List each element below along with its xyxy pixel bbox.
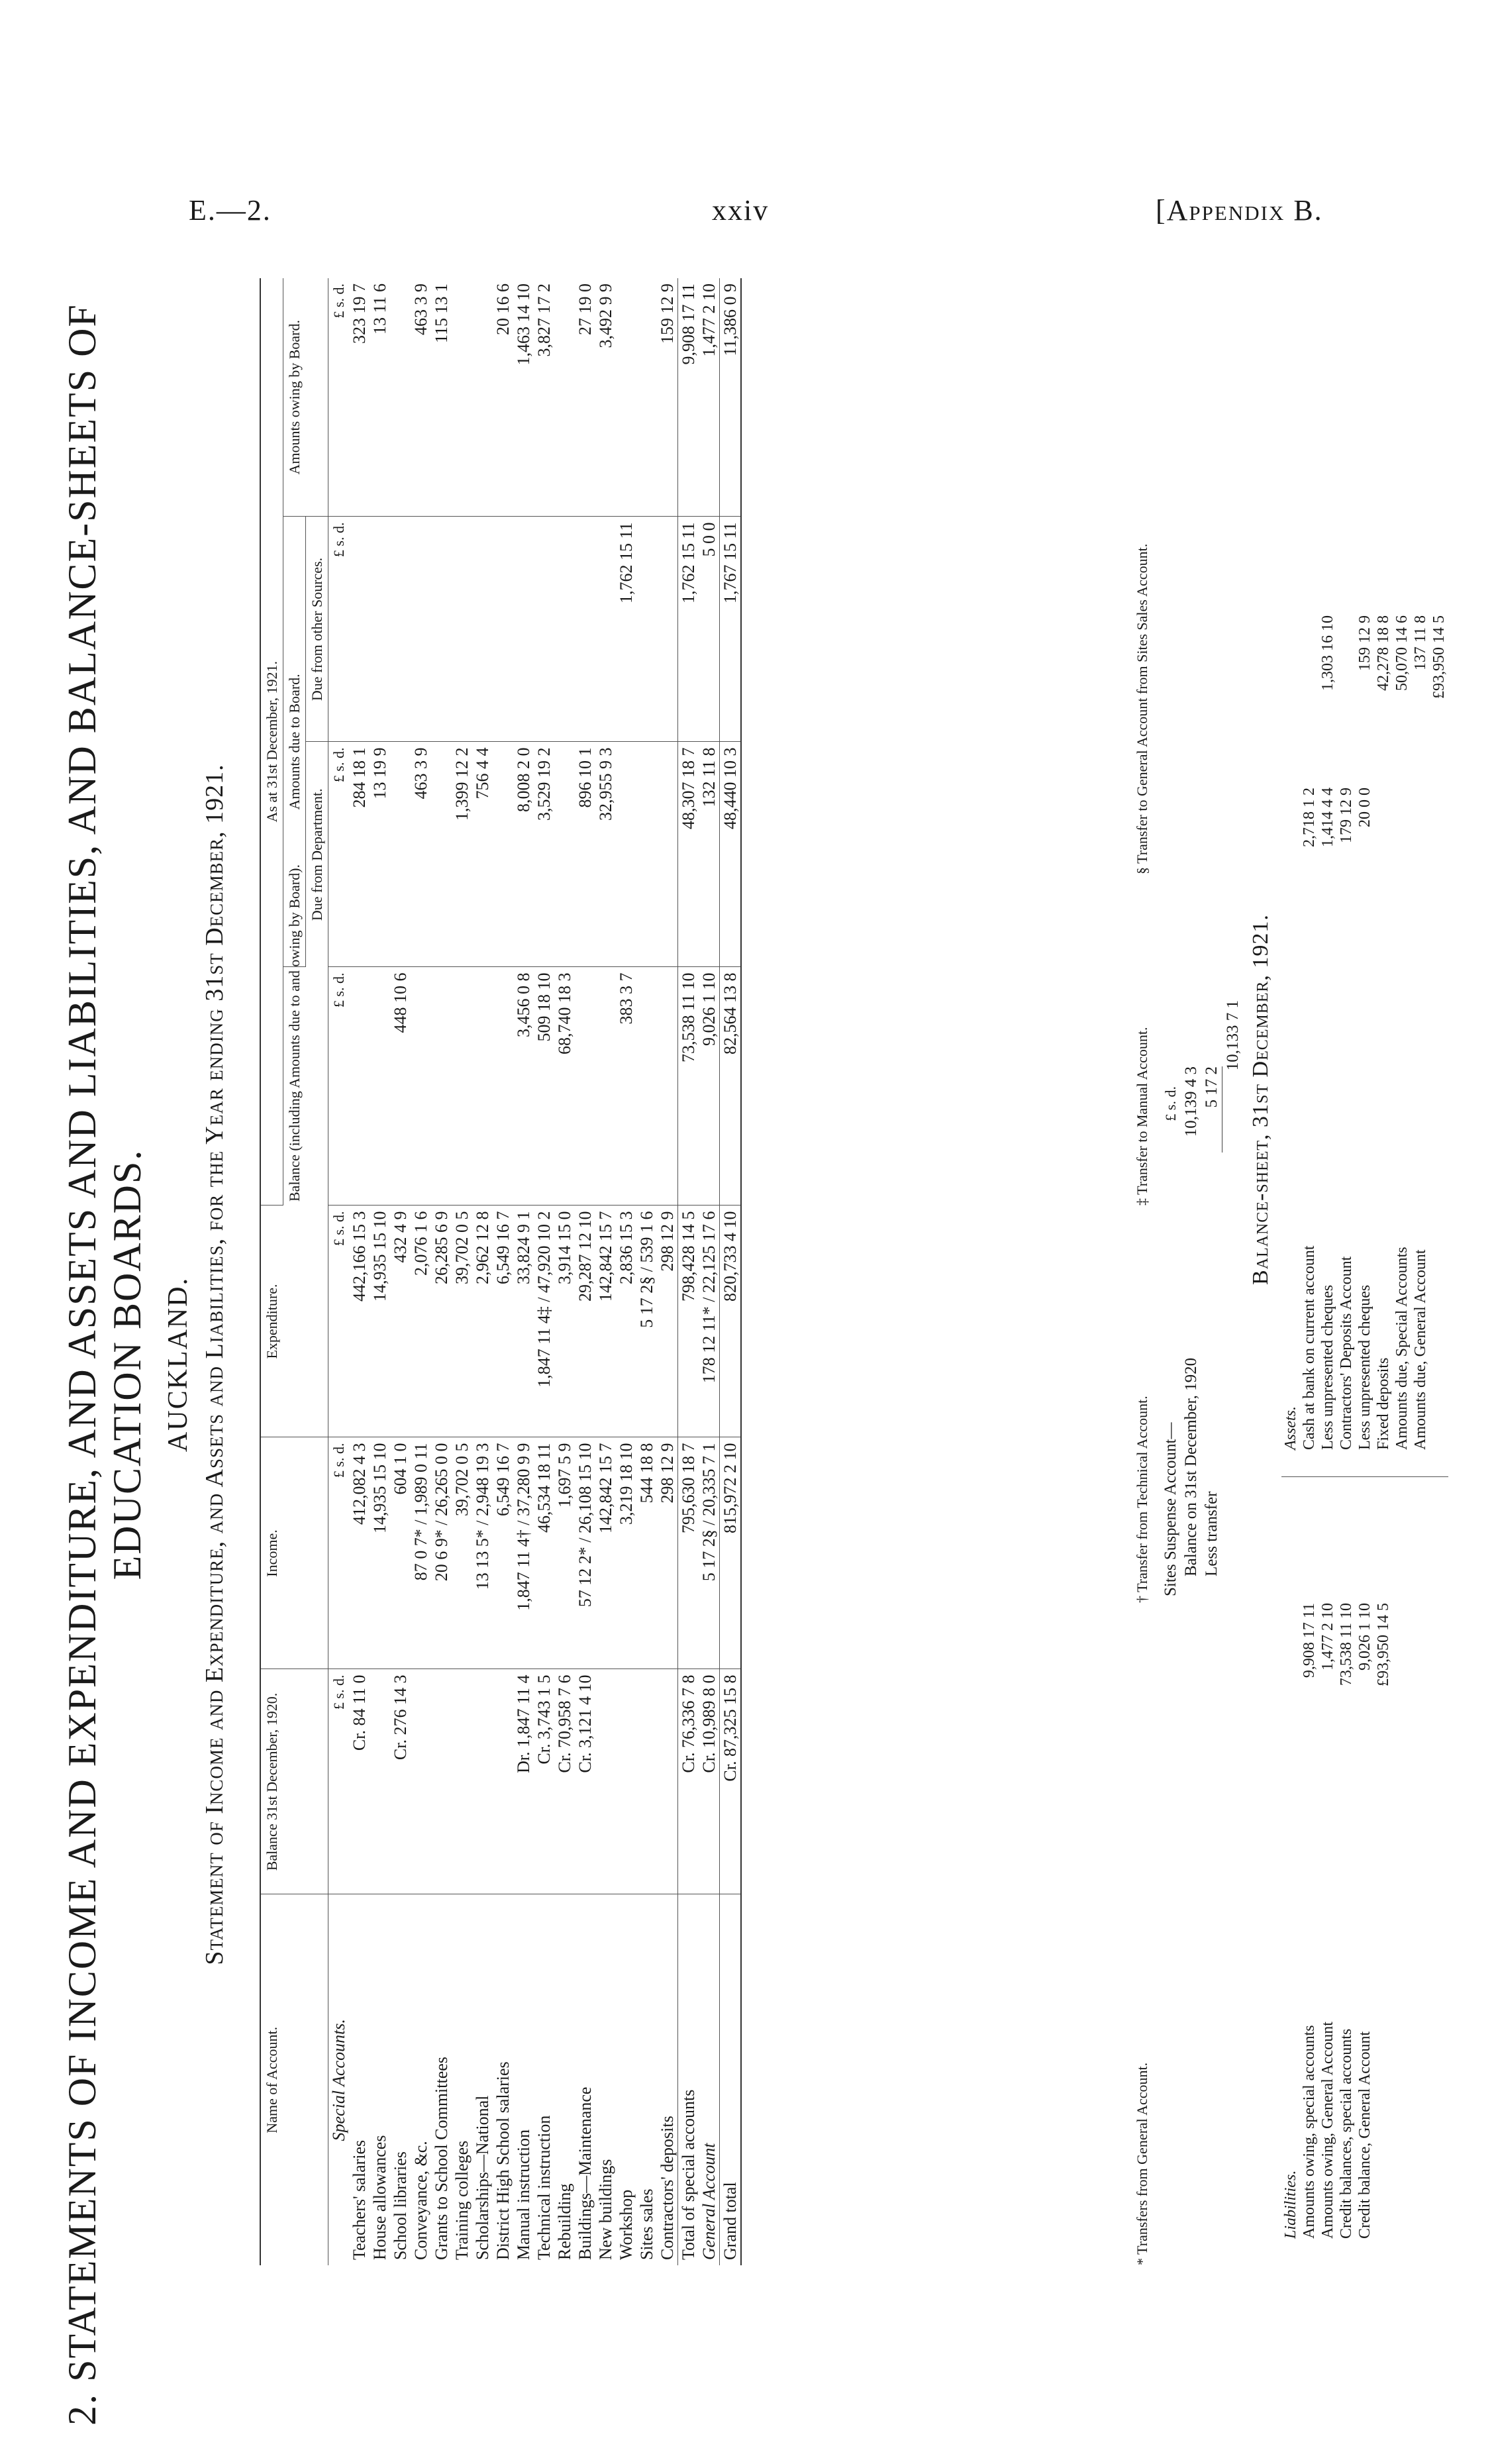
units-row: [328, 278, 350, 2265]
cell-inc: 5 17 2§ / 20,335 7 1: [699, 1437, 720, 1669]
cell-owe: 3,827 17 2: [534, 278, 554, 517]
statement-heading: Statement of Income and Expenditure, and Assets and Liabilities, for the Year ending 31st December, 1921.: [201, 764, 228, 1965]
cell-exp: 798,428 14 5: [678, 1206, 699, 1437]
col-income: Income.: [260, 1437, 328, 1669]
col-owing: Amounts owing by Board.: [283, 278, 328, 517]
cell-dept: 13 19 9: [370, 742, 390, 967]
cell-owe: 115 13 1: [431, 278, 452, 517]
cell-bal: [472, 1669, 493, 1894]
balance-sheet-title: Balance-sheet, 31st December, 1921.: [1248, 914, 1273, 1285]
sites-row-value: 5 17 2: [1201, 1066, 1222, 1153]
cell-other: [554, 517, 575, 742]
asset-label: Amounts due, General Account: [1412, 1249, 1429, 1450]
cell-bal: Cr. 3,121 4 10: [575, 1669, 595, 1894]
cell-other: 5 0 0: [699, 517, 720, 742]
cell-bal: [370, 1669, 390, 1894]
spacer: [1430, 788, 1448, 947]
cell-inc: 142,842 15 7: [595, 1437, 616, 1669]
cell-owe: [554, 278, 575, 517]
cell-owe: 27 19 0: [575, 278, 595, 517]
cell-name: Manual instruction: [514, 2129, 533, 2260]
cell-owe: 13 11 6: [370, 278, 390, 517]
cell-other: [370, 517, 390, 742]
main-title: 2. STATEMENTS OF INCOME AND EXPENDITURE, AND ASSETS AND LIABILITIES, AND BALANCE-SHEETS OF: [60, 303, 104, 2426]
asset-label: Fixed deposits: [1375, 1357, 1392, 1450]
cell-dept: 32,955 9 3: [595, 742, 616, 967]
table-row: [595, 278, 616, 2265]
cell-owe: 159 12 9: [657, 278, 678, 517]
units-cell: £ s. d.: [328, 1437, 350, 1669]
cell-inc: 20 6 9* / 26,265 0 0: [431, 1437, 452, 1669]
units-cell: £ s. d.: [328, 517, 350, 742]
balance-line: [1319, 1477, 1337, 2239]
cell-bal: [452, 1669, 472, 1894]
liability-value: 9,026 1 10: [1356, 1603, 1373, 1670]
cell-bal: Cr. 10,989 8 0: [699, 1669, 720, 1894]
asset-label: Contractors' Deposits Account: [1338, 1256, 1355, 1450]
cell-dept: 8,008 2 0: [513, 742, 534, 967]
cell-inc: 57 12 2* / 26,108 15 10: [575, 1437, 595, 1669]
liability-label: Credit balances, special accounts: [1338, 2028, 1355, 2239]
cell-owe: 1,477 2 10: [699, 278, 720, 517]
cell-name: Conveyance, &c.: [411, 2141, 430, 2260]
asset-value: [1374, 788, 1393, 947]
cell-owe: 9,908 17 11: [678, 278, 699, 517]
balance-sheet: [1281, 344, 1448, 2265]
cell-inc: 6,549 16 7: [493, 1437, 513, 1669]
cell-other: [390, 517, 411, 742]
asset-label: Less unpresented cheques: [1356, 1284, 1373, 1450]
cell-name: District High School salaries: [493, 2061, 513, 2260]
asset-value: 159 12 9: [1356, 615, 1373, 671]
table-row: [513, 278, 534, 2265]
col-expenditure: Expenditure.: [260, 1206, 328, 1437]
table-row: [452, 278, 472, 2265]
cell-dept: 896 10 1: [575, 742, 595, 967]
cell-name: Total of special accounts: [678, 1894, 699, 2265]
cell-exp: 26,285 6 9: [431, 1206, 452, 1437]
rotated-page: [26, 265, 1448, 2464]
cell-name: Workshop: [617, 2189, 636, 2260]
cell-b21: 3,456 0 8: [513, 967, 534, 1206]
cell-dept: 756 4 4: [472, 742, 493, 967]
footnote: § Transfer to General Account from Sites Sales Account.: [1134, 543, 1150, 874]
cell-exp: 29,287 12 10: [575, 1206, 595, 1437]
cell-exp: 2,962 12 8: [472, 1206, 493, 1437]
cell-inc: 3,219 18 10: [616, 1437, 636, 1669]
table-row: [349, 278, 370, 2265]
cell-inc: 815,972 2 10: [720, 1437, 742, 1669]
sites-row-label: Less transfer: [1203, 1491, 1220, 1576]
cell-dept: [493, 742, 513, 967]
board-name: AUCKLAND.: [163, 1276, 193, 1453]
table-row: [370, 278, 390, 2265]
asset-value: 1,414 4 4: [1319, 788, 1336, 847]
col-due-to-board: Amounts due to Board.: [283, 517, 306, 967]
cell-dept: [657, 742, 678, 967]
asset-value: 42,278 18 8: [1375, 615, 1392, 691]
assets-heading: Assets.: [1282, 1406, 1299, 1450]
balance-line: [1337, 390, 1356, 1450]
cell-inc: 46,534 18 11: [534, 1437, 554, 1669]
liability-label: Amounts owing, special accounts: [1301, 2025, 1318, 2239]
cell-name: School libraries: [391, 2151, 410, 2260]
cell-bal: [431, 1669, 452, 1894]
balance-line: [1356, 390, 1374, 1450]
units-cell: £ s. d.: [328, 742, 350, 967]
cell-b21: [493, 967, 513, 1206]
cell-exp: 2,836 15 3: [616, 1206, 636, 1437]
cell-other: [349, 517, 370, 742]
cell-b21: [411, 967, 431, 1206]
cell-exp: 2,076 1 6: [411, 1206, 431, 1437]
sites-suspense-account: [1160, 1000, 1243, 1596]
cell-b21: [472, 967, 493, 1206]
col-as-at: As at 31st December, 1921.: [260, 278, 283, 1206]
cell-dept: 284 18 1: [349, 742, 370, 967]
cell-name: House allowances: [370, 2135, 389, 2260]
table-row: [699, 278, 720, 2265]
appendix-label: [Appendix B.: [1156, 194, 1323, 227]
col-balance-1920: Balance 31st December, 1920.: [260, 1669, 328, 1894]
cell-other: [411, 517, 431, 742]
asset-value: [1411, 788, 1430, 947]
cell-name: Training colleges: [452, 2140, 472, 2260]
balance-line: [1300, 390, 1319, 1450]
income-expenditure-table: [260, 278, 742, 2265]
cell-owe: [616, 278, 636, 517]
cell-bal: Cr. 276 14 3: [390, 1669, 411, 1894]
col-name: Name of Account.: [260, 1894, 328, 2265]
cell-dept: 1,399 12 2: [452, 742, 472, 967]
cell-name: Sites sales: [637, 2188, 656, 2260]
cell-b21: 73,538 11 10: [678, 967, 699, 1206]
cell-bal: [616, 1669, 636, 1894]
sites-total: 10,133 7 1: [1224, 1000, 1242, 1071]
units-cell: £ s. d.: [328, 1206, 350, 1437]
cell-name: Scholarships—National: [473, 2095, 492, 2260]
cell-owe: [472, 278, 493, 517]
cell-bal: Cr. 76,336 7 8: [678, 1669, 699, 1894]
cell-dept: [636, 742, 657, 967]
cell-bal: Cr. 3,743 1 5: [534, 1669, 554, 1894]
section-label: Special Accounts.: [329, 2019, 348, 2141]
cell-owe: [390, 278, 411, 517]
sites-units: £ s. d.: [1162, 1086, 1179, 1121]
cell-name: Teachers' salaries: [350, 2139, 369, 2260]
cell-b21: 383 3 7: [616, 967, 636, 1206]
units-cell: £ s. d.: [328, 1669, 350, 1894]
asset-label: Cash at bank on current account: [1301, 1245, 1318, 1450]
cell-b21: 82,564 13 8: [720, 967, 742, 1206]
page-number: xxiv: [712, 194, 770, 227]
cell-owe: 11,386 0 9: [720, 278, 742, 517]
cell-bal: Cr. 87,325 15 8: [720, 1669, 742, 1894]
liability-label: Credit balance, General Account: [1356, 2031, 1373, 2239]
cell-exp: 6,549 16 7: [493, 1206, 513, 1437]
balance-line: [1430, 390, 1448, 1450]
grand-total-row: [720, 278, 742, 2265]
cell-dept: [390, 742, 411, 967]
footnote: † Transfer from Technical Account.: [1134, 1396, 1150, 1603]
cell-dept: [431, 742, 452, 967]
total-row: [678, 278, 699, 2265]
units-cell: £ s. d.: [328, 967, 350, 1206]
cell-b21: [595, 967, 616, 1206]
footnote: * Transfers from General Account.: [1134, 2062, 1150, 2265]
balance-line: [1411, 390, 1430, 1450]
cell-inc: 13 13 5* / 2,948 19 3: [472, 1437, 493, 1669]
table-row: [390, 278, 411, 2265]
cell-bal: [493, 1669, 513, 1894]
liability-value: 9,908 17 11: [1301, 1603, 1318, 1678]
table-row: [657, 278, 678, 2265]
cell-inc: 604 1 0: [390, 1437, 411, 1669]
cell-exp: 442,166 15 3: [349, 1206, 370, 1437]
cell-other: 1,762 15 11: [678, 517, 699, 742]
cell-name: Grants to School Committees: [432, 2057, 451, 2260]
spacer: [1430, 947, 1448, 1450]
cell-b21: [452, 967, 472, 1206]
cell-name: General Account: [699, 2143, 719, 2260]
cell-dept: 48,440 10 3: [720, 742, 742, 967]
asset-value: [1300, 615, 1319, 788]
cell-name: Grand total: [720, 1894, 742, 2265]
cell-exp: 820,733 4 10: [720, 1206, 742, 1437]
cell-other: [431, 517, 452, 742]
asset-value: [1337, 615, 1356, 788]
cell-owe: 3,492 9 9: [595, 278, 616, 517]
col-balance-1921: Balance (including Amounts due to and owing by Board).: [283, 967, 328, 1206]
cell-bal: Cr. 84 11 0: [349, 1669, 370, 1894]
liability-label: Amounts owing, General Account: [1319, 2022, 1336, 2239]
footnote: ‡ Transfer to Manual Account.: [1134, 1027, 1150, 1206]
cell-exp: 39,702 0 5: [452, 1206, 472, 1437]
spacer: [1374, 1775, 1393, 2239]
liability-value: 1,477 2 10: [1319, 1603, 1336, 1670]
asset-value: 20 0 0: [1356, 788, 1373, 827]
cell-owe: [452, 278, 472, 517]
cell-owe: 323 19 7: [349, 278, 370, 517]
cell-bal: [636, 1669, 657, 1894]
units-cell: £ s. d.: [328, 278, 350, 517]
cell-inc: 87 0 7* / 1,989 0 11: [411, 1437, 431, 1669]
cell-bal: [595, 1669, 616, 1894]
cell-inc: 39,702 0 5: [452, 1437, 472, 1669]
cell-other: [493, 517, 513, 742]
cell-owe: 463 3 9: [411, 278, 431, 517]
balance-line: [1281, 1477, 1300, 2239]
col-due-other: Due from other Sources.: [306, 517, 328, 742]
liabilities-total: £93,950 14 5: [1375, 1603, 1392, 1686]
cell-dept: [554, 742, 575, 967]
cell-inc: 1,697 5 9: [554, 1437, 575, 1669]
cell-exp: 14,935 15 10: [370, 1206, 390, 1437]
table-row: [472, 278, 493, 2265]
sites-row-label: Balance on 31st December, 1920: [1182, 1357, 1200, 1576]
cell-other: 1,767 15 11: [720, 517, 742, 742]
balance-line: [1374, 390, 1393, 1450]
table-row: [493, 278, 513, 2265]
cell-other: [595, 517, 616, 742]
cell-other: [452, 517, 472, 742]
balance-line: [1393, 390, 1411, 1450]
cell-b21: [370, 967, 390, 1206]
asset-label: Less unpresented cheques: [1319, 1284, 1336, 1450]
cell-owe: 1,463 14 10: [513, 278, 534, 517]
sites-title: Sites Suspense Account—: [1162, 1422, 1179, 1596]
cell-name: Buildings—Maintenance: [575, 2086, 595, 2260]
cell-other: [657, 517, 678, 742]
balance-line: [1319, 390, 1337, 1450]
cell-dept: 3,529 19 2: [534, 742, 554, 967]
cell-exp: 142,842 15 7: [595, 1206, 616, 1437]
cell-other: 1,762 15 11: [616, 517, 636, 742]
asset-value: 137 11 8: [1412, 615, 1429, 671]
sites-row-value: 10,139 4 3: [1182, 1066, 1200, 1137]
cell-other: [534, 517, 554, 742]
cell-dept: 48,307 18 7: [678, 742, 699, 967]
cell-dept: 132 11 8: [699, 742, 720, 967]
cell-inc: 412,082 4 3: [349, 1437, 370, 1669]
cell-bal: Dr. 1,847 11 4: [513, 1669, 534, 1894]
asset-value: 2,718 1 2: [1301, 788, 1318, 847]
cell-bal: [411, 1669, 431, 1894]
balance-line: [1281, 390, 1300, 1450]
cell-exp: 432 4 9: [390, 1206, 411, 1437]
cell-b21: [636, 967, 657, 1206]
liabilities-heading: Liabilities.: [1282, 2170, 1299, 2239]
cell-b21: 9,026 1 10: [699, 967, 720, 1206]
table-body: [328, 278, 742, 2265]
table-row: [616, 278, 636, 2265]
cell-name: Rebuilding: [555, 2183, 574, 2260]
cell-b21: [657, 967, 678, 1206]
cell-bal: [657, 1669, 678, 1894]
cell-exp: 298 12 9: [657, 1206, 678, 1437]
cell-other: [575, 517, 595, 742]
cell-exp: 1,847 11 4‡ / 47,920 10 2: [534, 1206, 554, 1437]
cell-name: Technical instruction: [534, 2115, 554, 2260]
cell-other: [636, 517, 657, 742]
balance-line: [1300, 1477, 1319, 2239]
cell-owe: [636, 278, 657, 517]
page-code: E.—2.: [189, 194, 272, 227]
cell-b21: 509 18 10: [534, 967, 554, 1206]
asset-value: [1393, 788, 1411, 947]
asset-value: 50,070 14 6: [1393, 615, 1411, 691]
assets-total: £93,950 14 5: [1430, 615, 1448, 699]
cell-b21: [349, 967, 370, 1206]
cell-name: Contractors' deposits: [658, 2116, 677, 2260]
cell-bal: Cr. 70,958 7 6: [554, 1669, 575, 1894]
cell-exp: 178 12 11* / 22,125 17 6: [699, 1206, 720, 1437]
liability-value: 73,538 11 10: [1338, 1603, 1355, 1686]
asset-value: 179 12 9: [1338, 788, 1355, 843]
cell-owe: 20 16 6: [493, 278, 513, 517]
liabilities-column: [1281, 1477, 1448, 2265]
balance-line: [1337, 1477, 1356, 2239]
cell-other: [472, 517, 493, 742]
asset-value: 1,303 16 10: [1319, 615, 1336, 691]
table-row: [636, 278, 657, 2265]
cell-b21: [575, 967, 595, 1206]
col-due-dept: Due from Department.: [306, 742, 328, 967]
cell-b21: 448 10 6: [390, 967, 411, 1206]
cell-inc: 1,847 11 4† / 37,280 9 9: [513, 1437, 534, 1669]
table-row: [431, 278, 452, 2265]
table-row: [575, 278, 595, 2265]
cell-inc: 544 18 8: [636, 1437, 657, 1669]
cell-dept: [616, 742, 636, 967]
table-row: [554, 278, 575, 2265]
cell-exp: 33,824 9 1: [513, 1206, 534, 1437]
cell-name: New buildings: [596, 2159, 615, 2260]
cell-other: [513, 517, 534, 742]
table-row: [411, 278, 431, 2265]
cell-b21: 68,740 18 3: [554, 967, 575, 1206]
assets-column: [1281, 390, 1448, 1477]
balance-line: [1374, 1477, 1393, 2239]
asset-label: Amounts due, Special Accounts: [1393, 1247, 1411, 1450]
cell-inc: 14,935 15 10: [370, 1437, 390, 1669]
main-title-line2: EDUCATION BOARDS.: [105, 1149, 149, 1580]
cell-inc: 298 12 9: [657, 1437, 678, 1669]
table-row: [534, 278, 554, 2265]
cell-inc: 795,630 18 7: [678, 1437, 699, 1669]
cell-exp: 5 17 2§ / 539 1 6: [636, 1206, 657, 1437]
cell-b21: [431, 967, 452, 1206]
cell-dept: 463 3 9: [411, 742, 431, 967]
cell-exp: 3,914 15 0: [554, 1206, 575, 1437]
balance-line: [1356, 1477, 1374, 2239]
